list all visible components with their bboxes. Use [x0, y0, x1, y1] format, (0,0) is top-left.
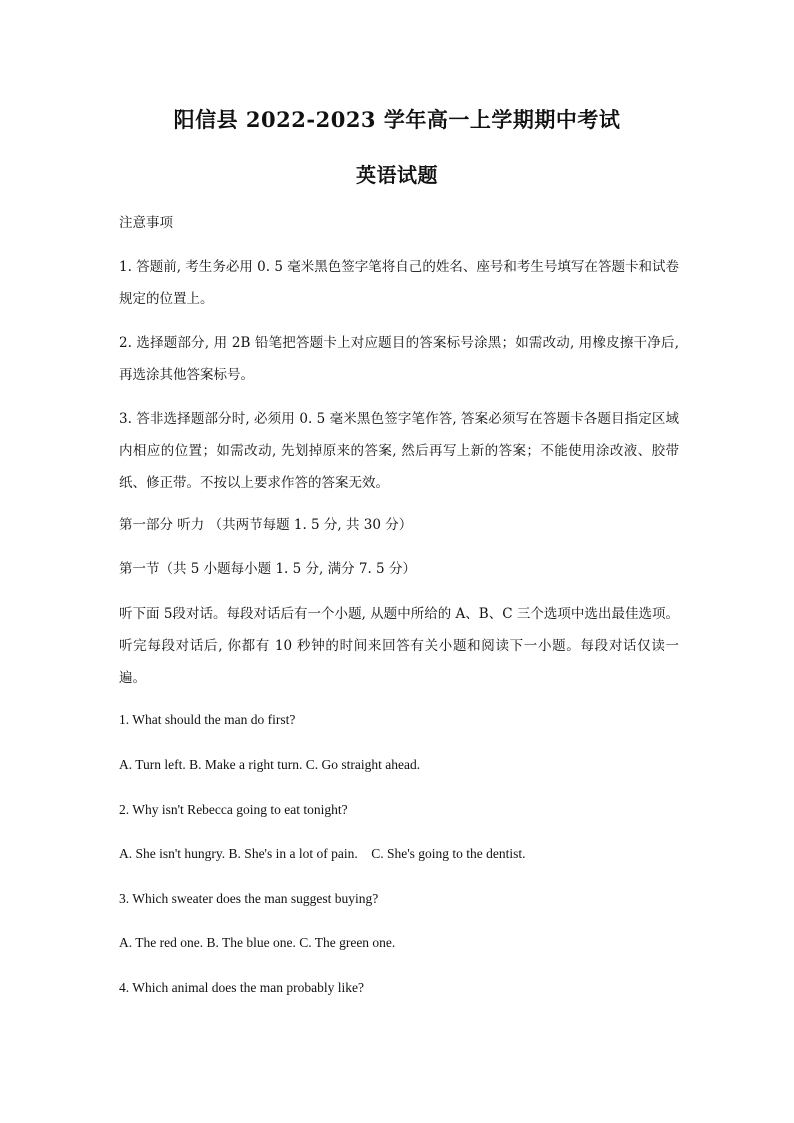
- question-3: 3. Which sweater does the man suggest buying?: [119, 891, 379, 906]
- notice-heading: 注意事项: [119, 215, 173, 231]
- question-2-options: A. She isn't hungry. B. She's in a lot of pain. C. She's going to the dentist.: [119, 846, 526, 861]
- exam-title: 阳信县 2022-2023 学年高一上学期期中考试: [173, 107, 621, 132]
- listening-instructions: 听下面 5段对话。每段对话后有一个小题, 从题中所给的 A、B、C 三个选项中选出最佳选项。听完每段对话后, 你都有 10 秒钟的时间来回答有关小题和阅读下一小题。每段对话仅读一遍。: [119, 606, 679, 686]
- notice-item-1: 1. 答题前, 考生务必用 0. 5 毫米黑色签字笔将自己的姓名、座号和考生号填写在答题卡和试卷规定的位置上。: [119, 259, 679, 307]
- question-1: 1. What should the man do first?: [119, 712, 296, 727]
- question-1-options: A. Turn left. B. Make a right turn. C. Go straight ahead.: [119, 757, 421, 772]
- part1-heading: 第一部分 听力 （共两节每题 1. 5 分, 共 30 分）: [119, 517, 413, 533]
- section1-heading: 第一节（共 5 小题每小题 1. 5 分, 满分 7. 5 分）: [119, 561, 416, 577]
- question-4: 4. Which animal does the man probably like?: [119, 980, 364, 995]
- question-3-options: A. The red one. B. The blue one. C. The green one.: [119, 935, 396, 950]
- notice-item-2: 2. 选择题部分, 用 2B 铅笔把答题卡上对应题目的答案标号涂黑；如需改动, 用橡皮擦干净后, 再选涂其他答案标号。: [119, 335, 679, 383]
- notice-item-3: 3. 答非选择题部分时, 必须用 0. 5 毫米黑色签字笔作答, 答案必须写在答题卡各题目指定区域内相应的位置；如需改动, 先划掉原来的答案, 然后再写上新的答案；不能使用涂改液、胶带纸、修正带。不按以上要求作答的答案无效。: [119, 411, 679, 491]
- exam-subtitle: 英语试题: [356, 163, 438, 187]
- question-2: 2. Why isn't Rebecca going to eat tonight?: [119, 802, 348, 817]
